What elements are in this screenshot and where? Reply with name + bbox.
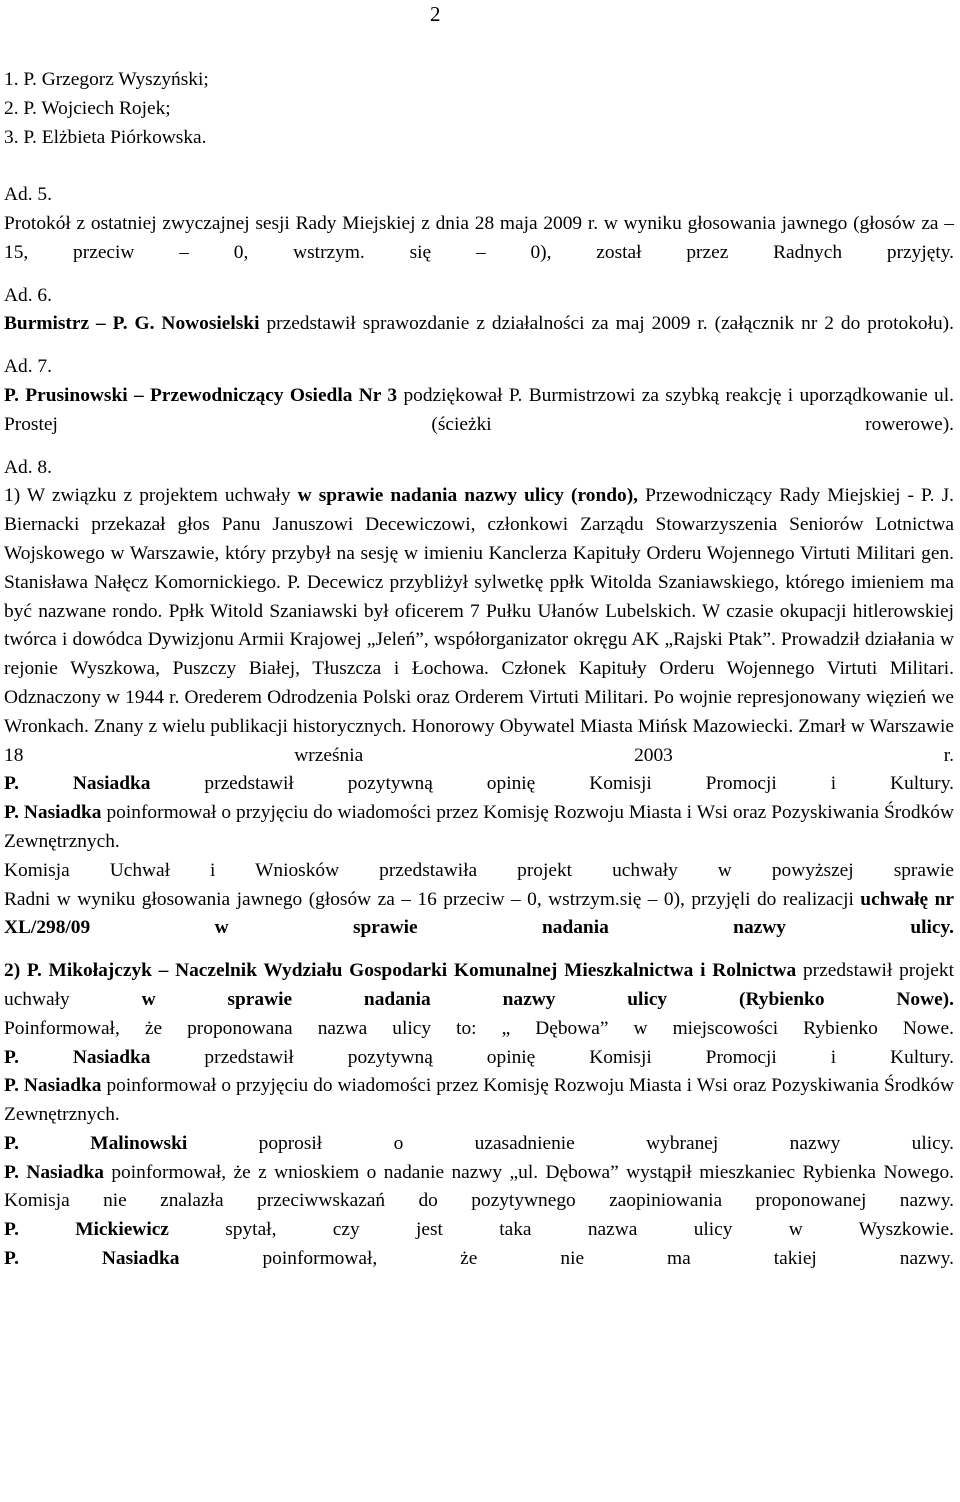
paragraph: Radni w wyniku głosowania jawnego (głosów za – 16 przeciw – 0, wstrzym.się – 0), przyjęli do realizacji uchwałę nr XL/298/09 w sprawie nadania nazwy ulicy. <box>4 888 954 939</box>
paragraph: Protokół z ostatniej zwyczajnej sesji Rady Miejskiej z dnia 28 maja 2009 r. w wyniku głosowania jawnego (głosów za – 15, przeciw – 0, wstrzym. się – 0), został przez Radnych przyjęty. <box>4 212 954 263</box>
section-ad8 <box>4 454 954 1274</box>
paragraph: Komisja Uchwał i Wniosków przedstawiła projekt uchwały w powyższej sprawie <box>4 859 954 881</box>
section-ad6 <box>4 282 954 340</box>
list-item: 1. P. Grzegorz Wyszyński; <box>4 69 209 90</box>
section-ad7 <box>4 353 954 439</box>
paragraph: P. Nasiadka poinformował, że z wnioskiem o nadanie nazwy „ul. Dębowa” wystąpił mieszkaniec Rybienka Nowego. Komisja nie znalazła przeciwwskazań do pozytywnego zaopiniowania proponowanej nazwy. <box>4 1161 954 1212</box>
paragraph: P. Nasiadka poinformował, że nie ma takiej nazwy. <box>4 1248 954 1270</box>
paragraph: P. Malinowski poprosił o uzasadnienie wybranej nazwy ulicy. <box>4 1132 955 1154</box>
paragraph: 2) P. Mikołajczyk – Naczelnik Wydziału Gospodarki Komunalnej Mieszkalnictwa i Rolnictwa przedstawił projekt uchwały w sprawie nadania nazwy ulicy (Rybienko Nowe). <box>4 960 954 1010</box>
document-body <box>4 66 954 1274</box>
paragraph: P. Nasiadka przedstawił pozytywną opinię Komisji Promocji i Kultury. <box>4 1046 954 1068</box>
section-heading: Ad. 8. <box>4 456 52 478</box>
section-ad5 <box>4 181 954 267</box>
section-heading: Ad. 5. <box>4 184 52 206</box>
attendee-list <box>4 66 954 152</box>
paragraph: Burmistrz – P. G. Nowosielski przedstawił sprawozdanie z działalności za maj 2009 r. (załącznik nr 2 do protokołu). <box>4 313 954 335</box>
paragraph: Poinformował, że proponowana nazwa ulicy to: „ Dębowa” w miejscowości Rybienko Nowe. <box>4 1017 954 1039</box>
list-item: 2. P. Wojciech Rojek; <box>4 97 171 119</box>
paragraph: P. Nasiadka przedstawił pozytywną opinię Komisji Promocji i Kultury. <box>4 773 954 795</box>
paragraph: P. Mickiewicz spytał, czy jest taka nazwa ulicy w Wyszkowie. <box>4 1219 954 1241</box>
page-number: 2 <box>430 2 441 26</box>
section-heading: Ad. 7. <box>4 356 52 378</box>
paragraph: P. Prusinowski – Przewodniczący Osiedla Nr 3 podziękował P. Burmistrzowi za szybką reakcję i uporządkowanie ul. Prostej (ścieżki rowerowe). <box>4 384 954 435</box>
list-item: 3. P. Elżbieta Piórkowska. <box>4 126 207 148</box>
section-heading: Ad. 6. <box>4 284 52 306</box>
paragraph: P. Nasiadka poinformował o przyjęciu do wiadomości przez Komisję Rozwoju Miasta i Wsi oraz Pozyskiwania Środków Zewnętrznych. <box>4 1075 954 1126</box>
paragraph: 1) W związku z projektem uchwały w sprawie nadania nazwy ulicy (rondo), Przewodniczący Rady Miejskiej - P. J. Biernacki przekazał głos Panu Januszowi Decewiczowi, członkowi Zarządu Stowarzyszenia Seniorów Lotnictwa Wojskowego w Warszawie, który przybył na sesję w imieniu Kanclerza Kapituły Orderu Wojennego Virtuti Militari gen. Stanisława Nałęcz Komornickiego. P. Decewicz przybliżył sylwetkę ppłk Witolda Szaniawskiego, którego imieniem ma być nazwane rondo. Ppłk Witold Szaniawski był oficerem 7 Pułku Ułanów Lubelskich. W czasie okupacji hitlerowskiej twórca i dowódca Dywizjonu Armii Krajowej „Jeleń”, współorganizator okręgu AK „Rajski Ptak”. Prowadził działania w rejonie Wyszkowa, Puszczy Białej, Tłuszcza i Łochowa. Członek Kapituły Orderu Wojennego Virtuti Militari. Odznaczony w 1944 r. Orederem Odrodzenia Polski oraz Orderem Virtuti Militari. Po wojnie represjonowany więzień we Wronkach. Znany z wielu publikacji historycznych. Honorowy Obywatel Miasta Mińsk Mazowiecki. Zmarł w Warszawie 18 września 2003 r. <box>4 485 954 766</box>
paragraph: P. Nasiadka poinformował o przyjęciu do wiadomości przez Komisję Rozwoju Miasta i Wsi oraz Pozyskiwania Środków Zewnętrznych. <box>4 802 954 852</box>
